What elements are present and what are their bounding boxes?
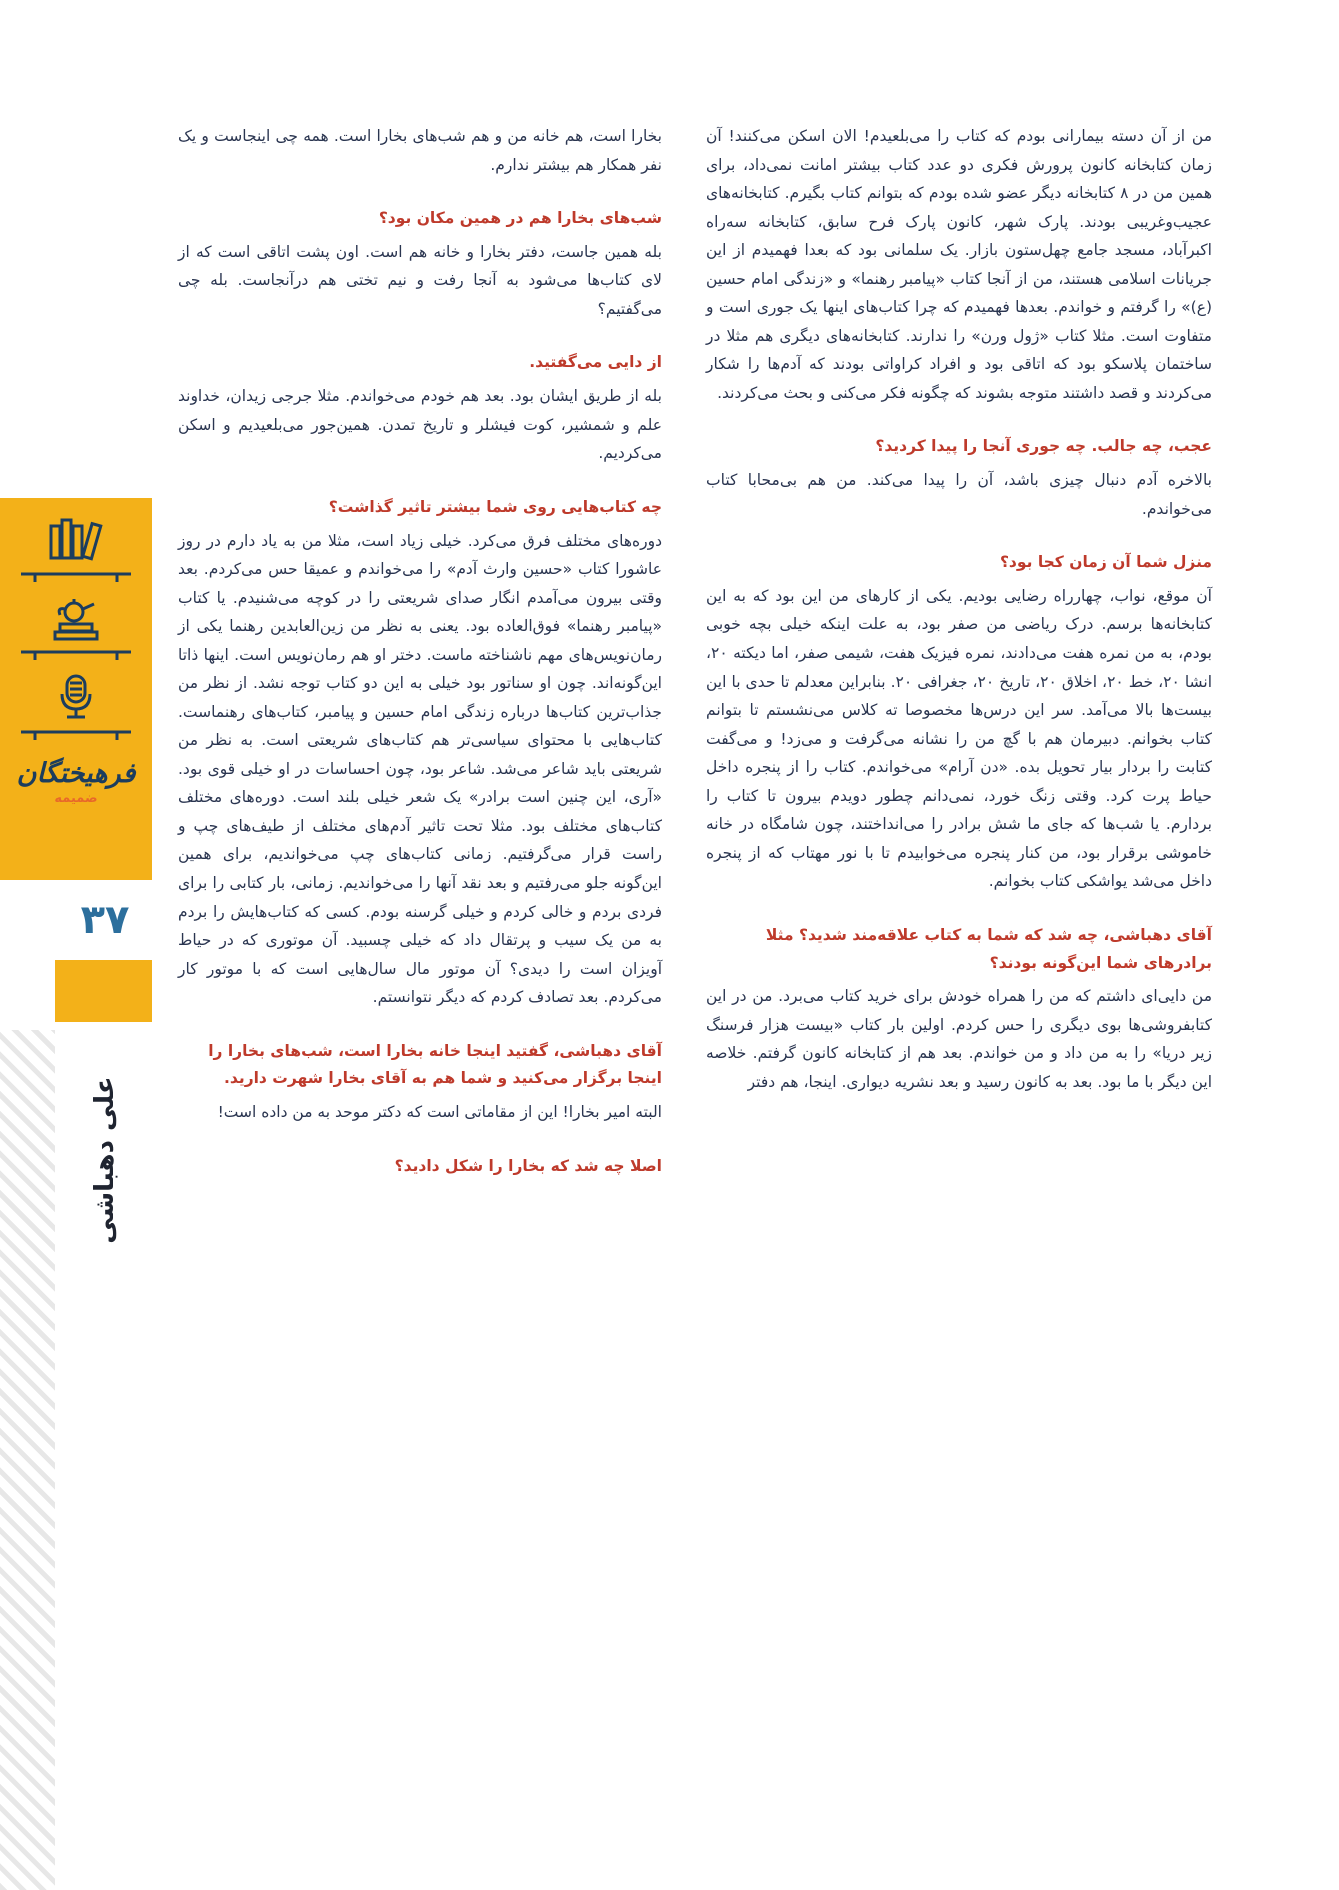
magazine-logo-subtext: ضمیمه (54, 791, 98, 806)
article-paragraph: دوره‌های مختلف فرق می‌کرد. خیلی زیاد است، مثلا من به یاد دارم در روز عاشورا کتاب «حسین وارث آدم» را می‌خواندم و عمیقا حس می‌کردم. بعد وقتی بیرون می‌آمدم انگار صدای شریعتی را در کوچه می‌شنیدم. یا کتاب «پیامبر رهنما» فوق‌العاده بود. یعنی به نظر من زین‌العابدین رهنما یکی از رمان‌نویس‌های مهم ناشناخته ماست. دختر او هم رمان‌نویس است. اینها ذاتا این‌گونه‌اند. چون او سناتور بود خیلی به این دو کتاب توجه نشد. از نظر من جذاب‌ترین کتاب‌ها درباره زندگی امام حسین و پیامبر، کتاب‌های رهنماست. کتاب‌هایی با محتوای سیاسی‌تر هم کتاب‌های شریعتی است. به نظر من شریعتی باید شاعر می‌شد. شاعر بود، چون احساسات در او خیلی قوی بود. «آری، این چنین است برادر» یک شعر خیلی بلند است. دوره‌های مختلف کتاب‌های مختلف بود. مثلا تحت تاثیر آدم‌های مختلف از طیف‌های چپ و راست قرار می‌گرفتیم. زمانی کتاب‌های چپ می‌خواندیم، برای همین این‌گونه جلو می‌رفتیم و بعد نقد آنها را می‌خواندیم. زمانی، بار کتابی را برای فردی بردم و خالی کردم و خیلی گرسنه بودم. کسی که کتاب‌هایش را بردم به من یک سیب و پرتقال داد که خیلی چسبید. آن موتوری که در حیاط آویزان است را دیدی؟ آن موتور مال سال‌هایی است که با موتور کار می‌کردم. بعد تصادف کردم که دیگر نتوانستم. (178, 531, 662, 1007)
shelf-line (21, 730, 131, 742)
shelf-line (21, 650, 131, 662)
sidebar-icon-cell (21, 516, 131, 584)
question-heading: شب‌های بخارا هم در همین مکان بود؟ (378, 209, 662, 228)
diagonal-stripes-decoration (0, 1030, 55, 1890)
magazine-logo (17, 758, 136, 806)
microphone-icon (43, 672, 109, 724)
article-paragraph: بله همین جاست، دفتر بخارا و خانه هم است. اون پشت اتاقی است که از لای کتاب‌ها می‌شود به آنجا رفت و نیم تختی هم درآنجاست. بله چی می‌گفتیم؟ (178, 242, 662, 318)
article-paragraph: بالاخره آدم دنبال چیزی باشد، آن را پیدا می‌کند. من هم بی‌محابا کتاب می‌خواندم. (706, 471, 1212, 518)
question-heading: منزل شما آن زمان کجا بود؟ (999, 553, 1212, 572)
question-heading: اصلا چه شد که بخارا را شکل دادید؟ (394, 1156, 662, 1175)
sidebar-yellow-panel (0, 498, 152, 880)
article-column-left (178, 122, 662, 1186)
books-icon (43, 516, 109, 566)
question-heading: چه کتاب‌هایی روی شما بیشتر تاثیر گذاشت؟ (328, 497, 662, 516)
sidebar-icon-cell (21, 594, 131, 662)
interviewee-name-vertical: علی دهباشی (90, 1076, 120, 1244)
magazine-logo-text: فرهیختگان (16, 758, 136, 789)
question-heading: آقای دهباشی، گفتید اینجا خانه بخارا است، شب‌های بخارا را اینجا برگزار می‌کنید و شما هم به آقای بخارا شهرت دارید. (208, 1041, 662, 1088)
question-heading: عجب، چه جالب. چه جوری آنجا را پیدا کردید؟ (875, 437, 1212, 456)
page-number: ۳۷ (80, 897, 130, 943)
article-column-right (706, 122, 1212, 1098)
article-paragraph: البته امیر بخارا! این از مقاماتی است که دکتر موحد به من داده است! (217, 1103, 662, 1122)
lamp-icon (43, 594, 109, 644)
article-paragraph: آن موقع، نواب، چهارراه رضایی بودیم. یکی از کارهای من این بود که به این کتابخانه‌ها برسم. درک ریاضی من صفر بود، به علت اینکه خیلی بچه خوبی بودم، به من نمره هفت می‌دادند، نمره فیزیک هفت، شیمی صفر، اما دیکته ۲۰، انشا ۲۰، خط ۲۰، اخلاق ۲۰، تاریخ ۲۰، جغرافی ۲۰. بنابراین معدلم تا حدی با این بیست‌ها بالا می‌آمد. سر این درس‌ها مخصوصا ته کلاس می‌نشستم تا بتوانم کتاب بخوانم. دبیرمان هم با گچ من را نشانه می‌گرفت و می‌زد! و می‌گفت کتابت را بردار بیار تحویل بده. «دن آرام» می‌خواندم. کتاب را از پنجره داخل حیاط پرت کرد. وقتی زنگ خورد، نمی‌دانم چطور دویدم بیرون تا کتاب را بردارم. یا شب‌ها که جای ما شش برادر را می‌انداختند، چون شامگاه در خانه خاموشی برقرار بود، من کنار پنجره می‌خوابیدم تا با نور مهتاب که از پنجره داخل می‌شد یواشکی کتاب بخوانم. (706, 586, 1212, 891)
article-paragraph: بله از طریق ایشان بود. بعد هم خودم می‌خواندم. مثلا جرجی زیدان، خداوند علم و شمشیر، کوت فیشلر و تاریخ تمدن. همین‌جور می‌بلعیدیم و اسکن می‌کردیم. (178, 387, 662, 463)
shelf-line (21, 572, 131, 584)
article-paragraph: من دایی‌ای داشتم که من را همراه خودش برای خرید کتاب می‌برد. من در این کتابفروشی‌ها بوی دیگری را حس کردم. اولین بار کتاب «بیست هزار فرسنگ زیر دریا» را به من داد و من خواندم. بعد هم از کتابخانه کانون گرفتم. خلاصه این دیگر با ما بود. بعد به کانون رسید و بعد نشریه دیواری. اینجا، هم دفتر (706, 987, 1212, 1091)
article-paragraph: من از آن دسته بیمارانی بودم که کتاب را می‌بلعیدم! الان اسکن می‌کنند! آن زمان کتابخانه کانون پرورش فکری دو عدد کتاب بیشتر امانت نمی‌داد، برای همین من در ۸ کتابخانه دیگر عضو شده بودم که بتوانم کتاب بگیرم. کتابخانه‌های عجیب‌وغریبی بودند. پارک شهر، کانون پارک فرح سابق، کتابخانه سه‌راه اکبرآباد، مسجد جامع چهل‌ستون بازار. یک سلمانی بود که بعدا فهمیدم از این جریانات اسلامی هستند، من از آنجا کتاب «پیامبر رهنما» و «زندگی امام حسین (ع)» را گرفتم و خواندم. بعدها فهمیدم که چرا کتاب‌های اینها یک جوری است و متفاوت است. مثلا کتاب «ژول ورن» را ندارند. کتابخانه‌های دیگری هم مثلا در ساختمان پلاسکو بود که اتاقی بود و افراد کراواتی بودند که آدم‌ها را شکار می‌کردند و قصد داشتند متوجه بشوند که چگونه فکر می‌کنی و بحث می‌کردند. (706, 127, 1212, 402)
question-heading: از دایی می‌گفتید. (529, 353, 662, 372)
yellow-accent-block (55, 960, 152, 1022)
question-heading: آقای دهباشی، چه شد که شما به کتاب علاقه‌مند شدید؟ مثلا برادرهای شما این‌گونه بودند؟ (765, 925, 1212, 972)
sidebar-icon-cell (21, 672, 131, 742)
article-paragraph: بخارا است، هم خانه من و هم شب‌های بخارا است. همه چی اینجاست و یک نفر همکار هم بیشتر ندارم. (178, 127, 662, 174)
